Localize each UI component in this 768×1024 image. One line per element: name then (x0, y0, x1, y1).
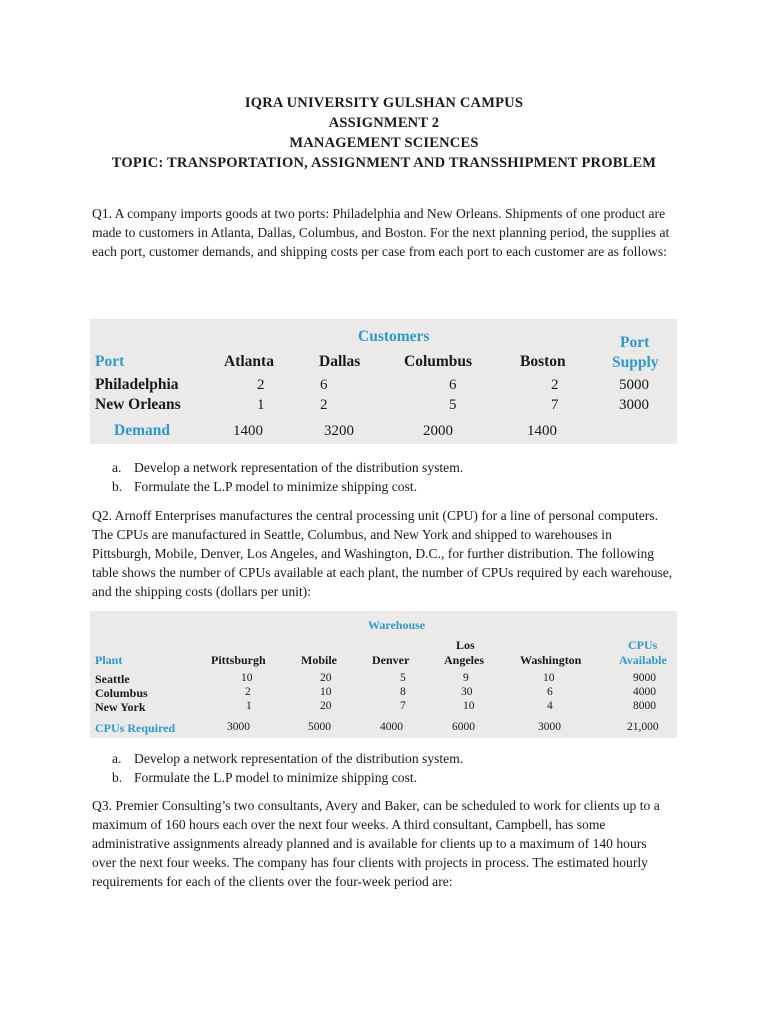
course-title: MANAGEMENT SCIENCES (289, 135, 479, 151)
question-1-text: Q1. A company imports goods at two ports: Philadelphia and New Orleans. Shipments of one product are made to customers in Atlanta, Dallas, Columbus, and Boston. For the next planning period, the supplies at each port, customer demands, and shipping costs per case from each port to each customer are as follows: (92, 206, 670, 259)
q1-demand-cell: 3200 (324, 423, 354, 439)
q1-cost-cell: 1 (257, 397, 265, 413)
q2-demand-cell: 5000 (308, 721, 331, 733)
q2-col-header: Pittsburgh (211, 653, 266, 667)
q2-cost-cell: 2 (245, 686, 251, 698)
q1-col-header: Atlanta (224, 353, 274, 370)
topic-title: TOPIC: TRANSPORTATION, ASSIGNMENT AND TRANSSHIPMENT PROBLEM (111, 155, 657, 171)
q1-cost-cell: 6 (449, 377, 457, 393)
list-marker: a. (112, 751, 122, 766)
q2-task-list (112, 749, 672, 787)
list-marker: b. (112, 479, 123, 494)
q1-task-list (112, 458, 672, 496)
q2-cost-cell: 9 (463, 672, 469, 684)
q2-row-name: Columbus (95, 686, 148, 700)
q1-cost-cell: 2 (320, 397, 328, 413)
q2-group-header: Warehouse (368, 618, 426, 632)
list-marker: a. (112, 460, 122, 475)
q1-row-header: Port (95, 353, 125, 370)
list-item (112, 749, 672, 768)
q2-col-header: Los (456, 638, 475, 652)
list-item (112, 458, 672, 477)
q2-cost-cell: 20 (320, 700, 332, 712)
q2-cost-cell: 10 (463, 700, 475, 712)
list-marker: b. (112, 770, 123, 785)
document-header (0, 93, 768, 173)
q1-group-header: Customers (358, 328, 430, 345)
q2-cost-cell: 20 (320, 672, 332, 684)
q2-supply-header: Available (619, 653, 667, 667)
q2-row-name: Seattle (95, 672, 130, 686)
university-title: IQRA UNIVERSITY GULSHAN CAMPUS (244, 95, 524, 111)
q2-cost-cell: 30 (461, 686, 473, 698)
q1-cost-cell: 7 (551, 397, 559, 413)
question-3-text: Q3. Premier Consulting’s two consultants, Avery and Baker, can be scheduled to work for clients up to a maximum of 160 hours each over the next four weeks. A third consultant, Campbell, has some administrative assignments already planned and is available for clients up to a maximum of 140 hours over the next four weeks. The company has four clients with projects in process. The estimated hourly requirements for each of the clients over the four-week period are: (92, 798, 660, 889)
q2-supply-cell: 9000 (633, 672, 656, 684)
q2-supply-header: CPUs (628, 638, 658, 652)
q1-supply-header: Port (620, 334, 650, 351)
q2-demand-cell: 3000 (227, 721, 250, 733)
assignment-title: ASSIGNMENT 2 (328, 115, 440, 131)
q2-cost-cell: 10 (543, 672, 555, 684)
q2-supply-cell: 4000 (633, 686, 656, 698)
q2-row-name: New York (95, 700, 146, 714)
q2-cost-cell: 6 (547, 686, 553, 698)
q2-cost-cell: 5 (400, 672, 406, 684)
q1-cost-table (90, 319, 677, 444)
q1-supply-cell: 3000 (619, 397, 649, 413)
q2-col-header: Denver (372, 653, 410, 667)
q2-demand-cell: 3000 (538, 721, 561, 733)
q2-col-header: Washington (520, 653, 582, 667)
q2-demand-cell: 6000 (452, 721, 475, 733)
list-item-text: Develop a network representation of the distribution system. (134, 751, 464, 766)
q2-cost-cell: 7 (400, 700, 406, 712)
q1-supply-cell: 5000 (619, 377, 649, 393)
q2-row-header: Plant (95, 653, 123, 667)
q1-supply-header: Supply (612, 354, 659, 371)
list-item (112, 768, 672, 787)
q1-cost-cell: 6 (320, 377, 328, 393)
q2-col-header: Mobile (301, 653, 337, 667)
q1-cost-cell: 5 (449, 397, 457, 413)
q2-cost-cell: 1 (246, 700, 252, 712)
list-item-text: Formulate the L.P model to minimize shipping cost. (134, 479, 418, 494)
list-item-text: Formulate the L.P model to minimize shipping cost. (134, 770, 418, 785)
q2-total-cell: 21,000 (627, 721, 659, 733)
q1-row-name: Philadelphia (95, 376, 179, 393)
q2-demand-cell: 4000 (380, 721, 403, 733)
q1-row-name: New Orleans (95, 396, 181, 413)
q2-demand-label: CPUs Required (95, 721, 176, 735)
q1-cost-cell: 2 (551, 377, 559, 393)
q2-cost-table (90, 611, 677, 738)
q1-demand-cell: 1400 (527, 423, 557, 439)
q2-supply-cell: 8000 (633, 700, 656, 712)
list-item-text: Develop a network representation of the distribution system. (134, 460, 464, 475)
list-item (112, 477, 672, 496)
q1-demand-label: Demand (114, 422, 170, 439)
q2-col-header: Angeles (444, 653, 484, 667)
q1-col-header: Boston (520, 353, 566, 370)
q2-cost-cell: 10 (320, 686, 332, 698)
q1-demand-cell: 2000 (423, 423, 453, 439)
q2-cost-cell: 10 (241, 672, 253, 684)
q1-demand-cell: 1400 (233, 423, 263, 439)
q1-col-header: Columbus (404, 353, 473, 370)
q1-col-header: Dallas (319, 353, 361, 370)
q2-cost-cell: 4 (547, 700, 553, 712)
q1-cost-cell: 2 (257, 377, 265, 393)
q2-cost-cell: 8 (400, 686, 406, 698)
question-2-text: Q2. Arnoff Enterprises manufactures the central processing unit (CPU) for a line of personal computers. The CPUs are manufactured in Seattle, Columbus, and New York and shipped to warehouses in Pittsburgh, Mobile, Denver, Los Angeles, and Washington, D.C., for further distribution. The following table shows the number of CPUs available at each plant, the number of CPUs required by each warehouse, and the shipping costs (dollars per unit): (92, 508, 673, 599)
